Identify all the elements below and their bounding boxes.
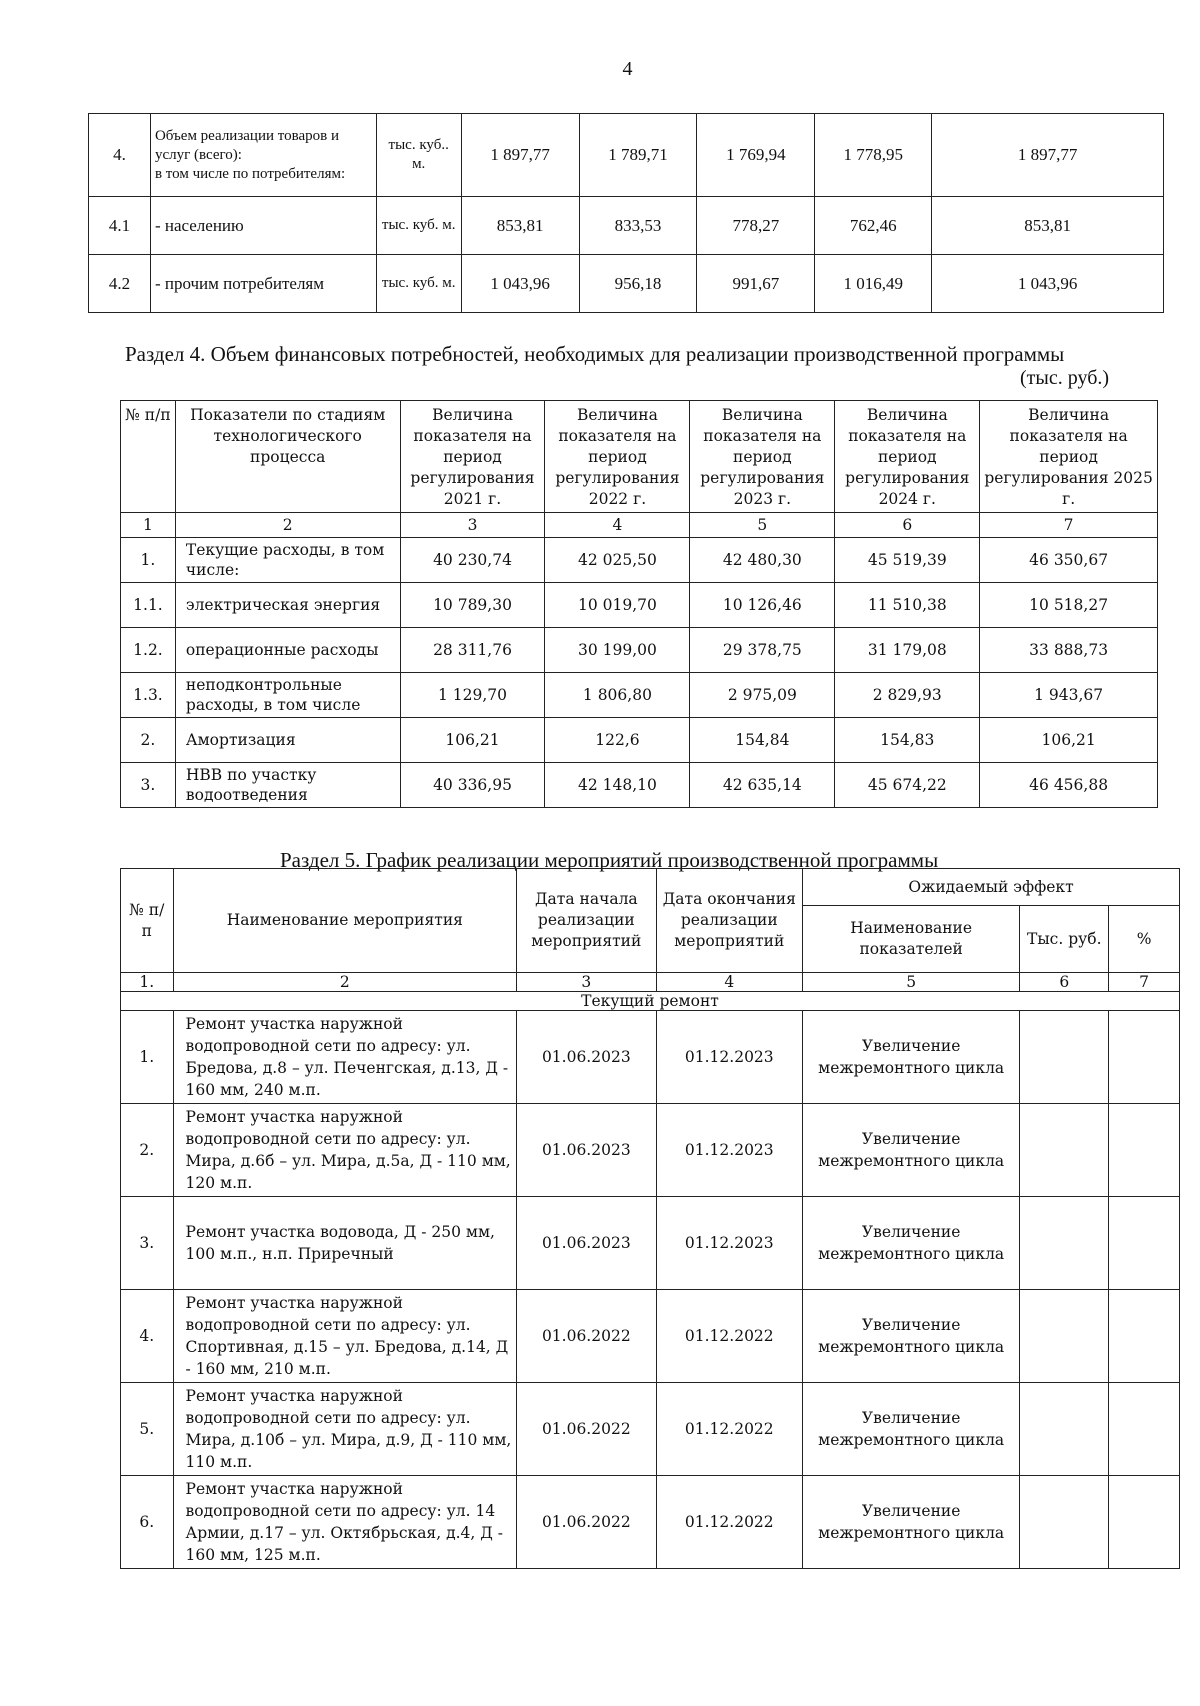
row-name: операционные расходы: [175, 628, 400, 673]
table-row: [121, 673, 1158, 718]
effect-pct: [1109, 1104, 1180, 1197]
end-date: 01.12.2022: [656, 1476, 803, 1569]
row-name: неподконтрольные расходы, в том числе: [175, 673, 400, 718]
value-cell: 1 789,71: [579, 114, 697, 197]
table-row: [89, 114, 1164, 197]
value-cell: 154,84: [690, 718, 835, 763]
column-number: 4: [656, 973, 803, 992]
value-cell: 28 311,76: [400, 628, 545, 673]
start-date: 01.06.2023: [517, 1104, 656, 1197]
column-number-row: [121, 513, 1158, 538]
value-cell: 122,6: [545, 718, 690, 763]
value-cell: 1 778,95: [815, 114, 932, 197]
start-date: 01.06.2022: [517, 1290, 656, 1383]
header-pct: %: [1109, 906, 1180, 973]
row-unit: тыс. куб.. м.: [376, 114, 461, 197]
sales-volume-table: [88, 113, 1164, 313]
effect-pct: [1109, 1383, 1180, 1476]
effect-rub: [1020, 1476, 1109, 1569]
header-end-date: Дата окончания реализации мероприятий: [656, 869, 803, 973]
value-cell: 10 126,46: [690, 583, 835, 628]
value-cell: 11 510,38: [835, 583, 980, 628]
value-cell: 42 635,14: [690, 763, 835, 808]
effect-rub: [1020, 1383, 1109, 1476]
column-header: Величина показателя на период регулирования 2024 г.: [835, 401, 980, 513]
value-cell: 106,21: [980, 718, 1158, 763]
effect-indicator: Увеличение межремонтного цикла: [803, 1290, 1020, 1383]
start-date: 01.06.2023: [517, 1197, 656, 1290]
value-cell: 2 829,93: [835, 673, 980, 718]
effect-indicator: Увеличение межремонтного цикла: [803, 1104, 1020, 1197]
effect-pct: [1109, 1290, 1180, 1383]
value-cell: 40 230,74: [400, 538, 545, 583]
value-cell: 1 043,96: [461, 255, 579, 313]
row-name: Амортизация: [175, 718, 400, 763]
value-cell: 10 518,27: [980, 583, 1158, 628]
column-number: 5: [690, 513, 835, 538]
row-number: 1.1.: [121, 583, 176, 628]
value-cell: 1 897,77: [461, 114, 579, 197]
row-number: 4.: [89, 114, 151, 197]
start-date: 01.06.2022: [517, 1476, 656, 1569]
value-cell: 762,46: [815, 197, 932, 255]
financial-needs-table: [120, 400, 1158, 808]
table-row: [121, 1290, 1180, 1383]
end-date: 01.12.2023: [656, 1011, 803, 1104]
value-cell: 853,81: [461, 197, 579, 255]
row-name: - прочим потребителям: [150, 255, 376, 313]
column-header: № п/п: [121, 401, 176, 513]
value-cell: 45 674,22: [835, 763, 980, 808]
start-date: 01.06.2022: [517, 1383, 656, 1476]
event-name: Ремонт участка наружной водопроводной сети по адресу: ул. Бредова, д.8 – ул. Печенгская, д.13, Д - 160 мм, 240 м.п.: [173, 1011, 517, 1104]
row-name: Текущие расходы, в том числе:: [175, 538, 400, 583]
start-date: 01.06.2023: [517, 1011, 656, 1104]
row-number: 6.: [121, 1476, 174, 1569]
schedule-table: [120, 868, 1180, 1569]
page-number: 4: [622, 58, 633, 80]
column-header: Величина показателя на период регулирования 2025 г.: [980, 401, 1158, 513]
table-row: [121, 1383, 1180, 1476]
table-row: [121, 628, 1158, 673]
column-number: 4: [545, 513, 690, 538]
effect-indicator: Увеличение межремонтного цикла: [803, 1011, 1020, 1104]
value-cell: 1 043,96: [932, 255, 1164, 313]
row-number: 2.: [121, 1104, 174, 1197]
value-cell: 1 943,67: [980, 673, 1158, 718]
row-number: 1.: [121, 538, 176, 583]
row-number: 3.: [121, 1197, 174, 1290]
effect-rub: [1020, 1011, 1109, 1104]
column-number-row: [121, 973, 1180, 992]
column-number: 1.: [121, 973, 174, 992]
table-row: [89, 255, 1164, 313]
row-number: 1.2.: [121, 628, 176, 673]
column-number: 3: [400, 513, 545, 538]
row-unit: тыс. куб. м.: [376, 255, 461, 313]
column-header: Величина показателя на период регулирования 2022 г.: [545, 401, 690, 513]
header-start-date: Дата начала реализации мероприятий: [517, 869, 656, 973]
table-row: [89, 197, 1164, 255]
column-number: 3: [517, 973, 656, 992]
table-row: [121, 583, 1158, 628]
row-name: электрическая энергия: [175, 583, 400, 628]
event-name: Ремонт участка наружной водопроводной сети по адресу: ул. Мира, д.6б – ул. Мира, д.5а, Д - 110 мм, 120 м.п.: [173, 1104, 517, 1197]
column-number: 6: [835, 513, 980, 538]
value-cell: 1 769,94: [697, 114, 815, 197]
end-date: 01.12.2023: [656, 1104, 803, 1197]
value-cell: 1 016,49: [815, 255, 932, 313]
value-cell: 10 019,70: [545, 583, 690, 628]
value-cell: 154,83: [835, 718, 980, 763]
value-cell: 31 179,08: [835, 628, 980, 673]
effect-pct: [1109, 1011, 1180, 1104]
row-name: Объем реализации товаров и услуг (всего): в том числе по потребителям:: [150, 114, 376, 197]
header-expected-effect: Ожидаемый эффект: [803, 869, 1180, 906]
end-date: 01.12.2022: [656, 1290, 803, 1383]
group-label: Текущий ремонт: [121, 992, 1180, 1011]
column-number: 7: [980, 513, 1158, 538]
value-cell: 42 148,10: [545, 763, 690, 808]
effect-rub: [1020, 1104, 1109, 1197]
row-number: 1.: [121, 1011, 174, 1104]
value-cell: 778,27: [697, 197, 815, 255]
row-number: 2.: [121, 718, 176, 763]
effect-indicator: Увеличение межремонтного цикла: [803, 1197, 1020, 1290]
section5-title: Раздел 5. График реализации мероприятий производственной программы: [280, 848, 939, 872]
value-cell: 853,81: [932, 197, 1164, 255]
effect-rub: [1020, 1197, 1109, 1290]
value-cell: 42 480,30: [690, 538, 835, 583]
effect-indicator: Увеличение межремонтного цикла: [803, 1476, 1020, 1569]
table-row: [121, 718, 1158, 763]
value-cell: 106,21: [400, 718, 545, 763]
header-num: № п/п: [121, 869, 174, 973]
value-cell: 1 897,77: [932, 114, 1164, 197]
value-cell: 46 350,67: [980, 538, 1158, 583]
value-cell: 29 378,75: [690, 628, 835, 673]
row-number: 5.: [121, 1383, 174, 1476]
value-cell: 45 519,39: [835, 538, 980, 583]
section4-unit: (тыс. руб.): [1020, 367, 1110, 389]
value-cell: 991,67: [697, 255, 815, 313]
effect-indicator: Увеличение межремонтного цикла: [803, 1383, 1020, 1476]
value-cell: 833,53: [579, 197, 697, 255]
group-row: [121, 992, 1180, 1011]
event-name: Ремонт участка наружной водопроводной сети по адресу: ул. Спортивная, д.15 – ул. Бредова, д.14, Д - 160 мм, 210 м.п.: [173, 1290, 517, 1383]
value-cell: 33 888,73: [980, 628, 1158, 673]
end-date: 01.12.2022: [656, 1383, 803, 1476]
table-row: [121, 1197, 1180, 1290]
value-cell: 46 456,88: [980, 763, 1158, 808]
column-number: 6: [1020, 973, 1109, 992]
value-cell: 42 025,50: [545, 538, 690, 583]
header-event-name: Наименование мероприятия: [173, 869, 517, 973]
column-number: 2: [175, 513, 400, 538]
column-header: Показатели по стадиям технологического процесса: [175, 401, 400, 513]
event-name: Ремонт участка наружной водопроводной сети по адресу: ул. Мира, д.10б – ул. Мира, д.9, Д - 110 мм, 110 м.п.: [173, 1383, 517, 1476]
header-indicator: Наименование показателей: [803, 906, 1020, 973]
event-name: Ремонт участка наружной водопроводной сети по адресу: ул. 14 Армии, д.17 – ул. Октябрьская, д.4, Д - 160 мм, 125 м.п.: [173, 1476, 517, 1569]
row-number: 4.2: [89, 255, 151, 313]
row-number: 4.1: [89, 197, 151, 255]
value-cell: 10 789,30: [400, 583, 545, 628]
column-number: 1: [121, 513, 176, 538]
end-date: 01.12.2023: [656, 1197, 803, 1290]
row-number: 3.: [121, 763, 176, 808]
value-cell: 1 129,70: [400, 673, 545, 718]
column-header: Величина показателя на период регулирования 2021 г.: [400, 401, 545, 513]
table-row: [121, 763, 1158, 808]
value-cell: 956,18: [579, 255, 697, 313]
value-cell: 40 336,95: [400, 763, 545, 808]
table-row: [121, 1104, 1180, 1197]
table-row: [121, 538, 1158, 583]
section4-title: Раздел 4. Объем финансовых потребностей, необходимых для реализации производственной программы: [125, 342, 1065, 366]
column-number: 2: [173, 973, 517, 992]
table-row: [121, 1476, 1180, 1569]
row-name: НВВ по участку водоотведения: [175, 763, 400, 808]
effect-rub: [1020, 1290, 1109, 1383]
event-name: Ремонт участка водовода, Д - 250 мм, 100 м.п., н.п. Приречный: [173, 1197, 517, 1290]
table-row: [121, 1011, 1180, 1104]
effect-pct: [1109, 1476, 1180, 1569]
row-name: - населению: [150, 197, 376, 255]
header-rub: Тыс. руб.: [1020, 906, 1109, 973]
column-number: 7: [1109, 973, 1180, 992]
row-unit: тыс. куб. м.: [376, 197, 461, 255]
column-number: 5: [803, 973, 1020, 992]
value-cell: 30 199,00: [545, 628, 690, 673]
column-header: Величина показателя на период регулирования 2023 г.: [690, 401, 835, 513]
row-number: 1.3.: [121, 673, 176, 718]
row-number: 4.: [121, 1290, 174, 1383]
value-cell: 1 806,80: [545, 673, 690, 718]
effect-pct: [1109, 1197, 1180, 1290]
value-cell: 2 975,09: [690, 673, 835, 718]
